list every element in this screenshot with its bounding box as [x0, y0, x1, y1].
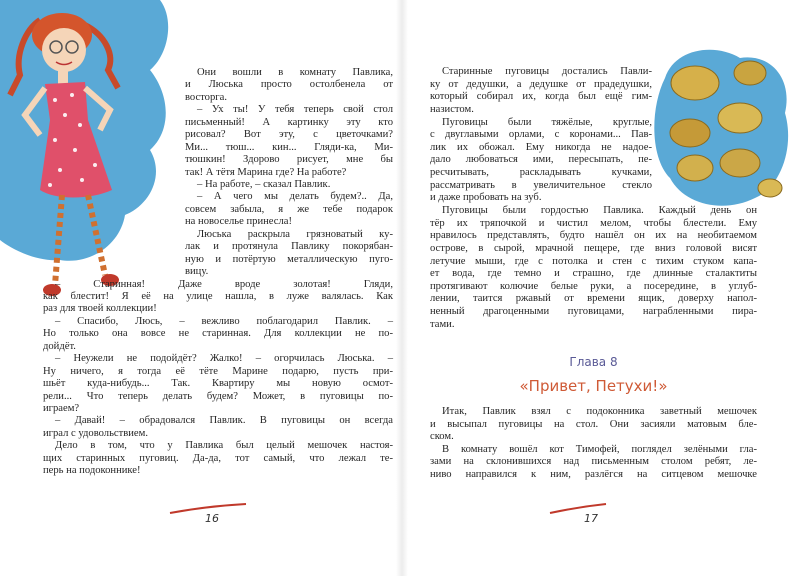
text-line: ет вода, где темно и страшно, где длинные сталактиты: [430, 268, 757, 280]
chapter-title: «Привет, Петухи!»: [519, 377, 668, 395]
text-line: – Неужели не подойдёт? Жалко! – огорчилась Люська. –: [55, 353, 393, 365]
text-line: Итак, Павлик взял с подоконника заветный мешочек: [442, 406, 757, 417]
text-line: и высыпал пуговицы на стол. Они засияли матовым бле-: [430, 418, 757, 430]
page-number-stroke-right: [548, 502, 608, 516]
text-line: который собирал их, когда был ещё гим-: [430, 91, 652, 103]
text-line: В комнату вошёл кот Тимофей, поглядел зелёными гла-: [442, 443, 757, 455]
text-line: и даже пробовать на зуб.: [430, 192, 542, 204]
text-line: лении, таится ржавый от времени ящик, доверху напол-: [430, 293, 757, 305]
text-line: – Спасибо, Люсь, – вежливо поблагодарил Павлик. –: [55, 315, 393, 327]
text-line: шьёт куда-нибудь... Так. Квартиру мы новую осмот-: [43, 378, 393, 390]
girl-face: [42, 28, 86, 72]
text-line: ку от дедушки, а дедушке от прадедушки,: [430, 78, 652, 90]
text-line: рассматривать в увеличительное стекло: [430, 179, 652, 191]
text-line: щих старинных пуговиц. Да-да, тот самый, что лежал те-: [43, 452, 393, 464]
text-line: так! А тётя Марина где? На работе?: [185, 166, 347, 178]
right-page-text-narrow: [430, 66, 652, 205]
text-line: как блестит! Я её на улице нашла, в луже валялась. Как: [43, 291, 393, 303]
text-line: ную и потёртую металлическую пуго-: [185, 253, 393, 265]
text-line: Люська раскрыла грязноватый ку-: [197, 228, 393, 240]
text-line: вицу.: [185, 266, 209, 277]
text-line: Они вошли в комнату Павлика,: [197, 67, 393, 78]
text-line: Ми... тюш... кин... Гляди-ка, Ми-: [185, 141, 393, 153]
text-line: лак и протянула Павлику покорябан-: [185, 241, 393, 253]
text-line: тюшкин! Здорово рисует, мне бы: [185, 154, 393, 166]
text-line: – На работе, – сказал Павлик.: [197, 178, 331, 190]
text-line: нравилось представлять, будто нашёл он их на необитаемом: [430, 230, 757, 242]
text-line: острове, в сырой, мрачной пещере, где вниз головой висят: [430, 242, 757, 254]
text-line: ниво направился к ним, разлёгся на ситцевом мешочке: [430, 468, 757, 480]
chapter-label: Глава 8: [569, 355, 618, 369]
page-number-right: 17: [584, 512, 598, 525]
right-page-text-full: [430, 205, 757, 331]
text-line: Но только она вовсе не старинная. Для коллекции не по-: [43, 328, 393, 340]
left-page-text-narrow: [185, 67, 393, 278]
text-line: тами.: [430, 318, 455, 330]
text-line: лик их обожал. Ему никогда не надое-: [430, 141, 652, 153]
text-line: ском.: [430, 431, 454, 442]
text-line: – Давай! – обрадовался Павлик. В пуговицы он всегда: [55, 415, 393, 427]
text-line: ресчитывать, раскладывать кучками,: [430, 167, 652, 179]
girl-illustration: [0, 0, 190, 310]
left-page-text-full: [43, 279, 393, 478]
text-line: протягивают колючие белые руки, а посередине, в углуб-: [430, 280, 757, 292]
text-line: летучие мыши, где с потолка и стен с тихим стуком капа-: [430, 255, 757, 267]
text-line: Пуговицы были гордостью Павлика. Каждый день он: [442, 205, 757, 216]
text-line: и Люська просто остолбенела от: [185, 79, 393, 91]
text-line: рели... Что теперь делать будем? Может, в пуговицы по-: [43, 390, 393, 402]
text-line: совсем забыла, я же тебе подарок: [185, 203, 393, 215]
text-line: с двуглавыми орлами, с коронами... Пав-: [430, 129, 652, 141]
text-line: Пуговицы были тяжёлые, круглые,: [442, 116, 652, 128]
text-line: ненный драгоценными пуговицами, награбленными пира-: [430, 306, 757, 318]
text-line: перь на подоконнике!: [43, 465, 141, 477]
text-line: на новоселье принесла!: [185, 216, 292, 228]
text-line: восторга.: [185, 91, 227, 103]
text-line: играем?: [43, 402, 80, 414]
text-line: Ну ничего, я тогда её тёте Марине подарю, пусть при-: [43, 365, 393, 377]
text-line: рисовал? Вот эту, с цветочками?: [185, 129, 393, 141]
text-line: дало любоваться ими, пересыпать, пе-: [430, 154, 652, 166]
chapter-text: [430, 406, 757, 481]
text-line: играл с удовольствием.: [43, 427, 148, 439]
text-line: письменный! А картинку эту кто: [185, 116, 393, 128]
page-number-left: 16: [205, 512, 219, 525]
text-line: – Старинная! Даже вроде золотая! Гляди,: [55, 278, 393, 290]
text-line: зами на склонившихся над письменным столом ребят, ле-: [430, 456, 757, 467]
text-line: раз для твоей коллекции!: [43, 303, 157, 315]
text-line: назистом.: [430, 103, 474, 115]
text-line: – А чего мы делать будем?.. Да,: [197, 191, 393, 203]
book-gutter: [396, 0, 408, 576]
text-line: Старинные пуговицы достались Павли-: [442, 66, 652, 77]
text-line: дойдёт.: [43, 340, 76, 352]
text-line: Дело в том, что у Павлика был целый мешочек настоя-: [55, 440, 393, 452]
text-line: тёр их тряпочкой и чистил мелом, чтобы блестели. Ему: [430, 217, 757, 229]
text-line: – Ух ты! У тебя теперь свой стол: [197, 104, 393, 116]
coins-illustration: [645, 38, 795, 213]
